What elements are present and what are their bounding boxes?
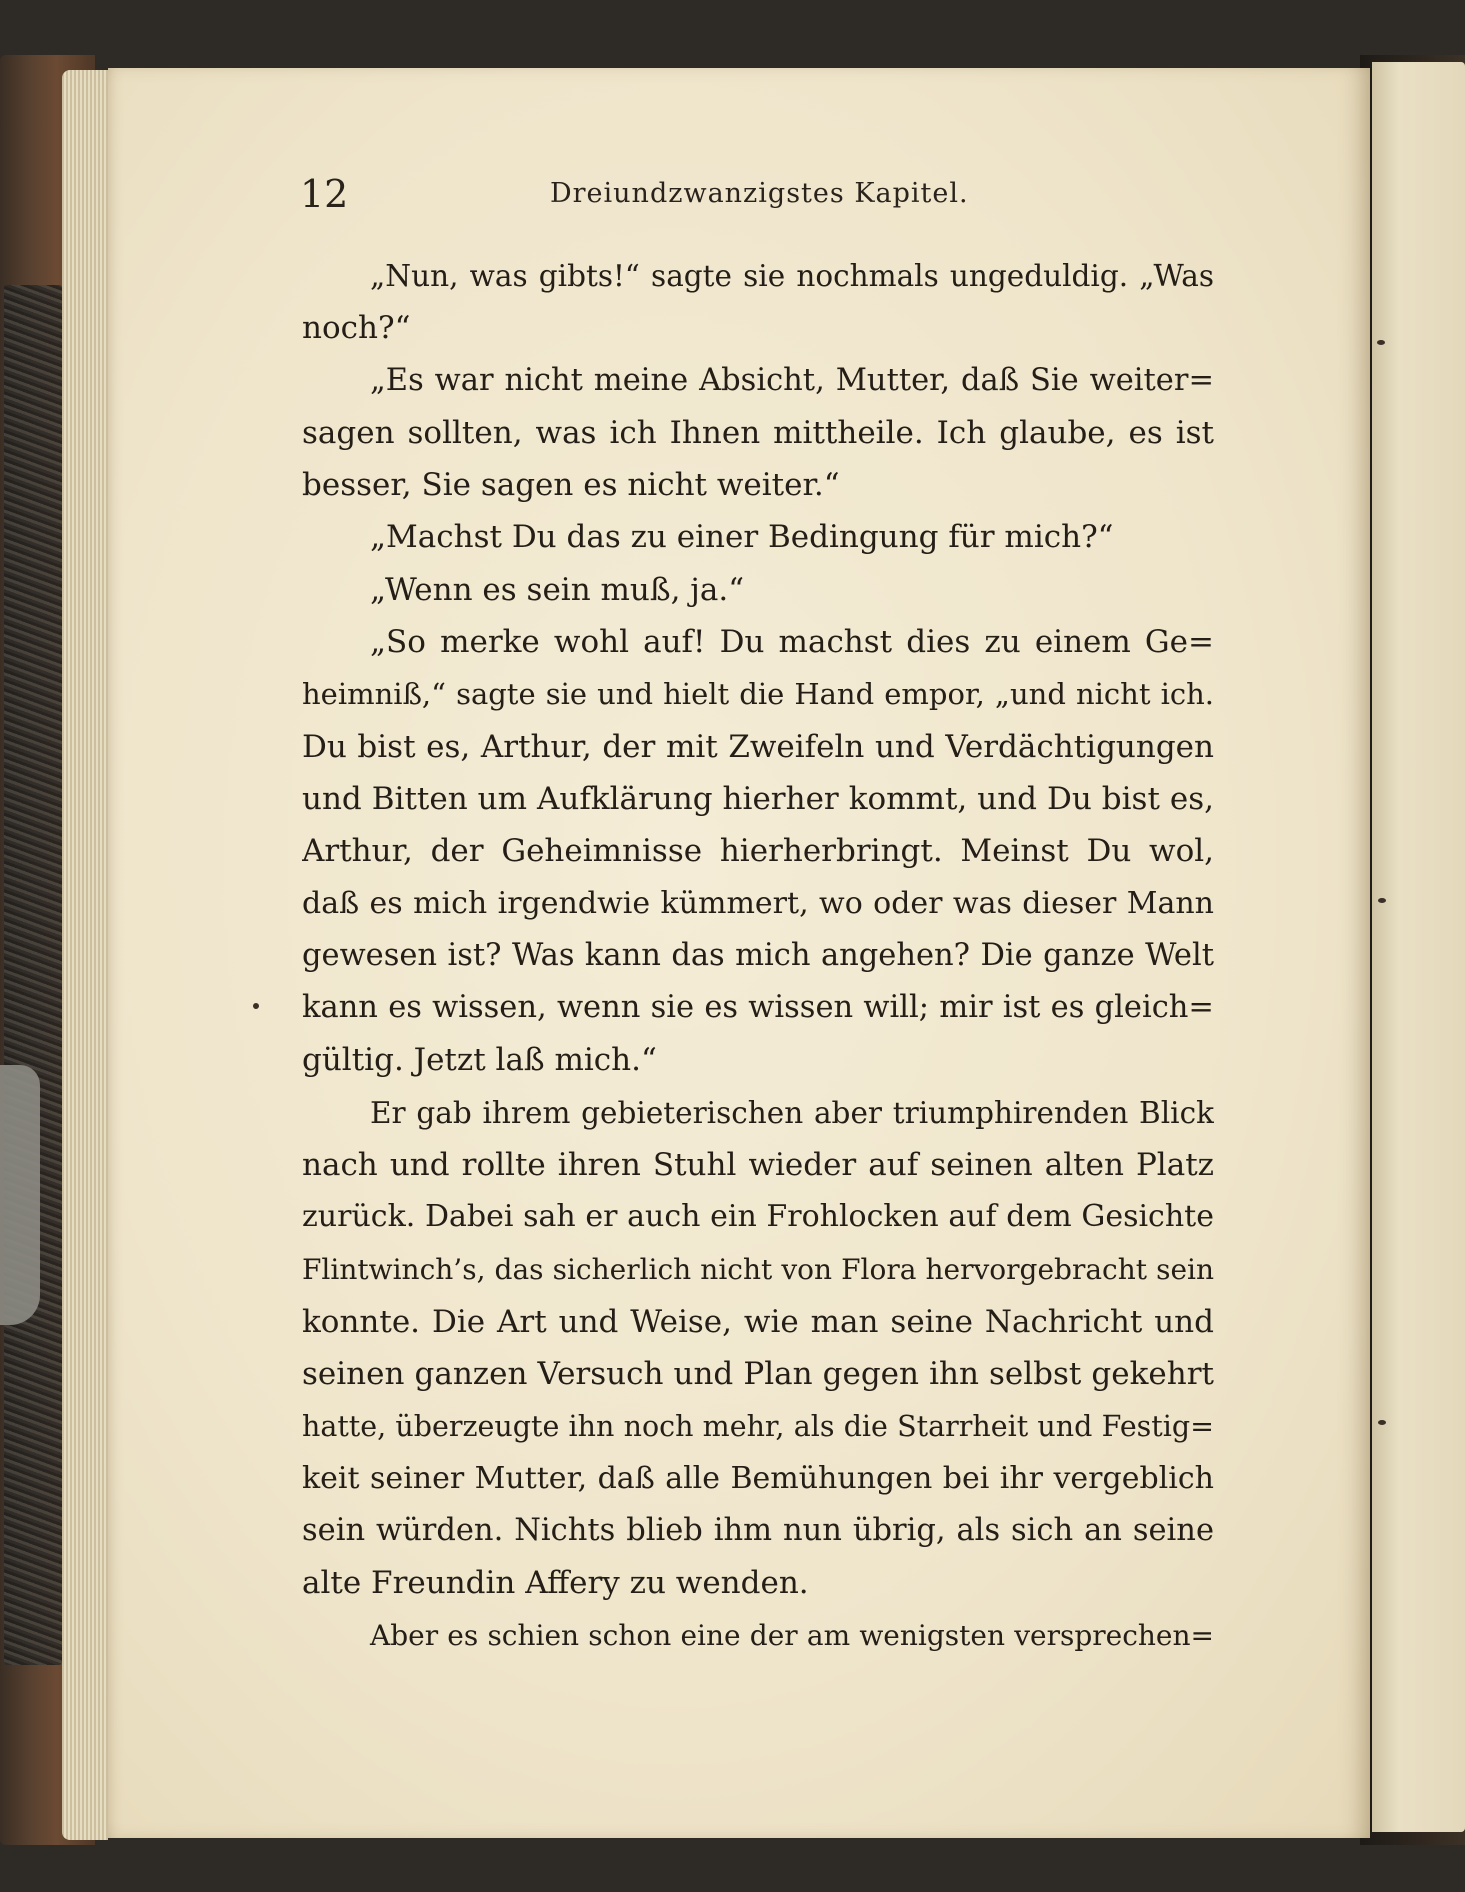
running-head: Dreiundzwanzigstes Kapitel. [550,178,969,209]
text-line: zurück. Dabei sah er auch ein Frohlocken auf dem Gesichte [302,1199,1214,1235]
paper-speck [1378,1420,1386,1425]
cover-wear [0,1065,40,1325]
text-line: heimniß,“ sagte sie und hielt die Hand empor, „und nicht ich. [302,677,1214,712]
text-line: daß es mich irgendwie kümmert, wo oder was dieser Mann [302,885,1214,921]
text-line: „So merke wohl auf! Du machst dies zu einem Ge= [370,624,1214,661]
page-edges [62,70,108,1840]
text-line: besser, Sie sagen es nicht weiter.“ [302,467,840,504]
text-line: „Nun, was gibts!“ sagte sie nochmals ungeduldig. „Was [370,259,1214,293]
text-line: konnte. Die Art und Weise, wie man seine Nachricht und [302,1303,1214,1340]
text-line: sagen sollten, was ich Ihnen mittheile. Ich glaube, es ist [302,414,1214,451]
text-line: noch?“ [302,310,411,347]
text-line: seinen ganzen Versuch und Plan gegen ihn selbst gekehrt [302,1356,1214,1393]
body-text [302,250,1214,1662]
text-line: Arthur, der Geheimnisse hierherbringt. Meinst Du wol, [302,833,1214,870]
text-line: „Es war nicht meine Absicht, Mutter, daß Sie weiter= [370,362,1214,398]
text-line: Du bist es, Arthur, der mit Zweifeln und Verdächtigungen [302,728,1214,765]
text-line: „Wenn es sein muß, ja.“ [370,571,745,608]
page-number: 12 [300,172,349,216]
text-line: sein würden. Nichts blieb ihm nun übrig, als sich an seine [302,1513,1214,1549]
cover-marbling [4,285,62,1665]
paper-speck [1378,898,1386,903]
text-line: hatte, überzeugte ihn noch mehr, als die Starrheit und Festig= [302,1409,1214,1443]
text-line: Aber es schien schon eine der am wenigsten versprechen= [370,1618,1214,1652]
text-line: nach und rollte ihren Stuhl wieder auf seinen alten Platz [302,1147,1214,1184]
text-line: Er gab ihrem gebieterischen aber triumphirenden Blick [370,1095,1214,1130]
text-line: und Bitten um Aufklärung hierher kommt, und Du bist es, [302,780,1214,817]
text-line: kann es wissen, wenn sie es wissen will; mir ist es gleich= [302,990,1214,1026]
text-line: Flintwinch’s, das sicherlich nicht von Flora hervorgebracht sein [302,1252,1214,1286]
text-line: gewesen ist? Was kann das mich angehen? Die ganze Welt [302,937,1214,973]
text-line: gültig. Jetzt laß mich.“ [302,1042,657,1079]
paper-speck [253,1003,259,1009]
text-line: „Machst Du das zu einer Bedingung für mich?“ [370,519,1114,556]
text-line: alte Freundin Affery zu wenden. [302,1565,809,1602]
paper-speck [1377,340,1385,345]
facing-page-edge [1372,62,1465,1832]
text-line: keit seiner Mutter, daß alle Bemühungen bei ihr vergeblich [302,1460,1214,1496]
